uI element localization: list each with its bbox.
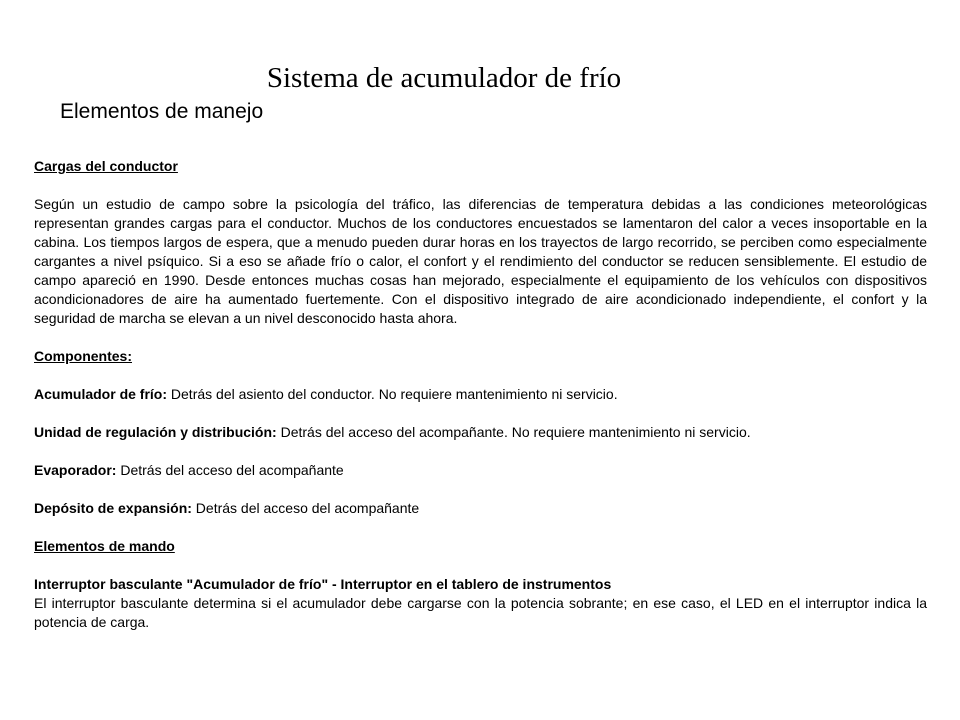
- interruptor-heading: Interruptor basculante "Acumulador de frío" - Interruptor en el tablero de instrumentos: [34, 576, 612, 592]
- cargas-paragraph: Según un estudio de campo sobre la psicología del tráfico, las diferencias de temperatura debidas a las condiciones meteorológicas representan grandes cargas para el conductor. Muchos de los conductores encuestados se lamentaron del calor a veces insoportable en la cabina. Los tiempos largos de espera, que a menudo pueden durar horas en los trayectos de largo recorrido, se perciben como especialmente cargantes a nivel psíquico. Si a eso se añade frío o calor, el confort y el rendimiento del conductor se reducen sensiblemente. El estudio de campo apareció en 1990. Desde entonces muchas cosas han mejorado, especialmente el equipamiento de los vehículos con dispositivos acondicionadores de aire ha aumentado fuertemente. Con el dispositivo integrado de aire acondicionado independiente, el confort y la seguridad de marcha se elevan a un nivel desconocido hasta ahora.: [34, 196, 927, 326]
- component-item-deposito: [34, 499, 927, 518]
- spacer: [34, 404, 927, 423]
- spacer: [34, 366, 927, 385]
- slide-subtitle: Elementos de manejo: [60, 100, 264, 123]
- component-text: Detrás del acceso del acompañante. No requiere mantenimiento ni servicio.: [276, 424, 751, 440]
- spacer: [34, 556, 927, 575]
- component-item-acumulador: [34, 385, 927, 404]
- spacer: [34, 480, 927, 499]
- slide-body: [34, 157, 927, 632]
- component-label: Unidad de regulación y distribución:: [34, 424, 277, 440]
- componentes-heading: Componentes:: [34, 348, 132, 364]
- component-item-evaporador: [34, 461, 927, 480]
- spacer: [34, 328, 927, 347]
- interruptor-paragraph: El interruptor basculante determina si el acumulador debe cargarse con la potencia sobrante; en ese caso, el LED en el interruptor indica la potencia de carga.: [34, 595, 927, 630]
- component-text: Detrás del acceso del acompañante: [116, 462, 344, 478]
- component-item-unidad: [34, 423, 927, 442]
- spacer: [34, 442, 927, 461]
- slide-title: Sistema de acumulador de frío: [266, 62, 622, 94]
- cargas-heading: Cargas del conductor: [34, 158, 178, 174]
- mando-heading: Elementos de mando: [34, 538, 175, 554]
- component-text: Detrás del asiento del conductor. No requiere mantenimiento ni servicio.: [167, 386, 618, 402]
- component-label: Evaporador:: [34, 462, 117, 478]
- spacer: [34, 518, 927, 537]
- component-label: Depósito de expansión:: [34, 500, 192, 516]
- component-text: Detrás del acceso del acompañante: [191, 500, 420, 516]
- spacer: [34, 176, 927, 195]
- component-label: Acumulador de frío:: [34, 386, 168, 402]
